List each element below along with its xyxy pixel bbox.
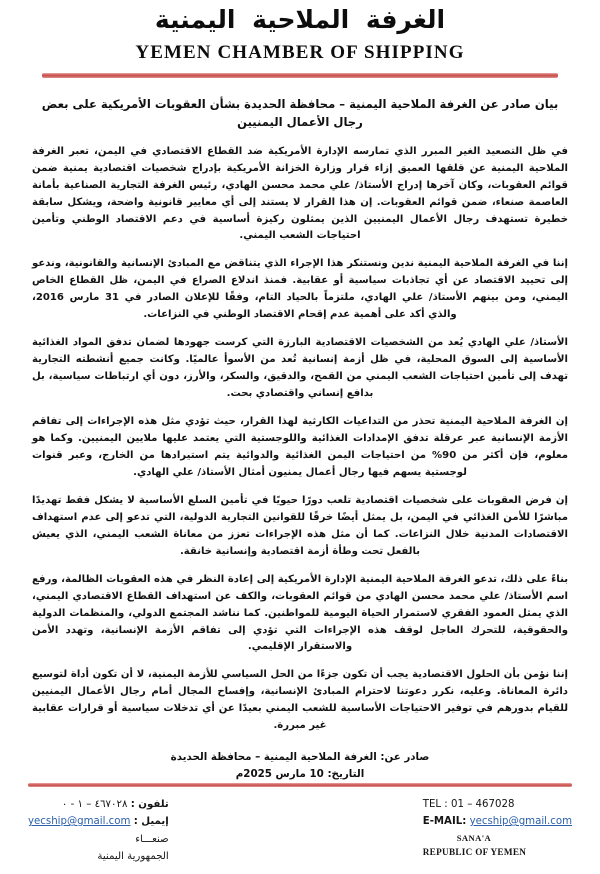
- footer-tel-value-english: 01 – 467028: [451, 798, 515, 810]
- paragraph-3: الأستاذ/ علي الهادي يُعد من الشخصيات الاقتصادية البارزة التي كرست جهودها لضمان تدفق المواد الغذائية الأساسية إلى السوق المحلية، في ظل أزمة إنسانية تُعد من الأسوأ عالميًا. وكانت جميع أنشطته التجارية تهدف إلى تأمين احتياجات الشعب اليمني من القمح، والدقيق، والسكر، والأرز، دون أي ارتباطات سياسية، بل بدافع إنساني واقتصادي بحت.: [32, 337, 568, 400]
- footer-tel-value-arabic: ٤٦٧٠٢٨ – ١ - ٠: [61, 798, 128, 810]
- footer-city-english: SANA'A: [456, 832, 492, 843]
- footer-divider-rule: [28, 783, 572, 787]
- footer-email-english: [423, 813, 572, 831]
- footer-country-english: REPUBLIC OF YEMEN: [422, 847, 527, 858]
- signature-date: التاريخ: 10 مارس 2025م: [235, 767, 365, 780]
- footer-email-arabic: [28, 813, 169, 831]
- organization-name-arabic: الغرفة الملاحية اليمنية: [154, 5, 446, 34]
- page-title: بيان صادر عن الغرفة الملاحية اليمنية – محافظة الحديدة بشأن العقوبات الأمريكية على بعض رجال الأعمال اليمنيين: [41, 96, 559, 129]
- organization-name-english: YEMEN CHAMBER OF SHIPPING: [135, 41, 465, 63]
- footer-email-label-english: E-MAIL:: [422, 816, 467, 828]
- footer-contact-arabic: [28, 796, 175, 866]
- paragraph-1: في ظل التصعيد الغير المبرر الذي تمارسه الإدارة الأمريكية ضد القطاع الاقتصادي في اليمن، تعبر الغرفة الملاحية اليمنية عن قلقها العميق إزاء قرار وزارة الخزانة الأمريكية بإدراج شخصيات اقتصادية يمنية ضمن قوائم العقوبات، وكان آخرها إدراج الأستاذ/ علي محمد محسن الهادي، رئيس الغرفة التجارية الصناعية بأمانة العاصمة صنعاء، ضمن قوائم العقوبات. إن هذا القرار لا يستند إلى أي معايير قانونية واضحة، ويشكل سابقة خطيرة تستهدف رجال الأعمال اليمنيين الذين يمثلون ركيزة أساسية في دعم الاقتصاد الوطني وتأمين احتياجات الشعب اليمني.: [32, 145, 568, 242]
- paragraph-6: بناءً على ذلك، تدعو الغرفة الملاحية اليمنية الإدارة الأمريكية إلى إعادة النظر في هذه العقوبات الظالمة، ورفع اسم الأستاذ/ علي محمد محسن الهادي من قوائم العقوبات، والكف عن استهداف القطاع الاقتصادي اليمني، الذي يمثل العمود الفقري لاستمرار الحياة اليومية للمواطنين. كما نناشد المجتمع الدولي، والمنظمات الدولية والحقوقية، للتحرك العاجل لوقف هذه الإجراءات التي تؤدي إلى تفاقم الأزمة الإنسانية، وتهدد الأمن والاستقرار الإقليمي.: [32, 573, 568, 653]
- footer-tel-label-english: TEL :: [422, 798, 448, 810]
- footer: [0, 783, 600, 874]
- letterhead: [0, 0, 600, 78]
- footer-contact-english: [401, 796, 572, 862]
- paragraph-4: إن الغرفة الملاحية اليمنية تحذر من التداعيات الكارثية لهذا القرار، حيث تؤدي مثل هذه الإجراءات إلى تفاقم الأزمة الإنسانية عبر عرقلة تدفق الإمدادات الغذائية واللوجستية التي يعتمد عليها ملايين اليمنيين. وكما هو معلوم، فإن أكثر من 90% من احتياجات اليمن الغذائية والدوائية يتم استيرادها من الخارج، وعبر قنوات لوجستية يسهم فيها رجال أعمال يمنيون أمثال الأستاذ/ علي الهادي.: [32, 416, 568, 478]
- footer-city-arabic: صنعـــاء: [135, 833, 169, 845]
- footer-email-link-english[interactable]: yecship@gmail.com: [469, 816, 572, 828]
- paragraph-2: إننا في الغرفة الملاحية اليمنية ندين ونستنكر هذا الإجراء الذي يتناقض مع المبادئ الإنسانية والقانونية، وندعو إلى تحييد الاقتصاد عن أي تجاذبات سياسية أو عقابية. فمنذ اندلاع الصراع في اليمن، ظل القطاع الخاص اليمني، ومن بينهم الأستاذ/ علي الهادي، ملتزماً بالحياد التام، وفقًا للإعلان الصادر في 31 مارس 2016، والذي أكد على أهمية عدم إقحام الاقتصاد الوطني في النزاعات.: [32, 258, 568, 321]
- footer-email-label-arabic: إيميل :: [133, 816, 169, 828]
- footer-tel-label-arabic: تلفون :: [130, 798, 169, 810]
- paragraph-5: إن فرض العقوبات على شخصيات اقتصادية تلعب دورًا حيويًا في تأمين السلع الأساسية لا يشكل فقط تهديدًا مباشرًا للأمن الغذائي في اليمن، بل يمثل أيضًا خرقًا للقوانين التجارية الدولية، التي تدعو إلى عدم استهداف الاقتصادات المدنية خلال النزاعات. كما أن مثل هذه الإجراءات تعزز من معاناة الشعب اليمني، الذي يعيش بالفعل تحت وطأة أزمة اقتصادية وإنسانية خانقة.: [32, 494, 568, 557]
- footer-email-link-arabic[interactable]: yecship@gmail.com: [28, 816, 131, 828]
- signature-issuer: صادر عن: الغرفة الملاحية اليمنية – محافظة الحديدة: [170, 751, 430, 764]
- document-body: [0, 78, 600, 783]
- footer-tel-english: [423, 796, 572, 814]
- footer-tel-arabic: [28, 796, 169, 814]
- signature-block: [32, 749, 568, 782]
- footer-country-arabic: الجمهورية اليمنية: [97, 851, 169, 863]
- footer-contact-columns: [28, 796, 572, 866]
- paragraph-7: إننا نؤمن بأن الحلول الاقتصادية يجب أن تكون جزءًا من الحل السياسي للأزمة اليمنية، لا أن تكون أداة لتوسيع دائرة المعاناة. وعليه، نكرر دعوتنا لاحترام المبادئ الإنسانية، وإفساح المجال أمام رجال الأعمال اليمنيين للقيام بدورهم في توفير الاحتياجات الأساسية للشعب اليمني بعيدًا عن أي تدخلات سياسية أو قرارات عقابية غير مبررة.: [32, 669, 568, 732]
